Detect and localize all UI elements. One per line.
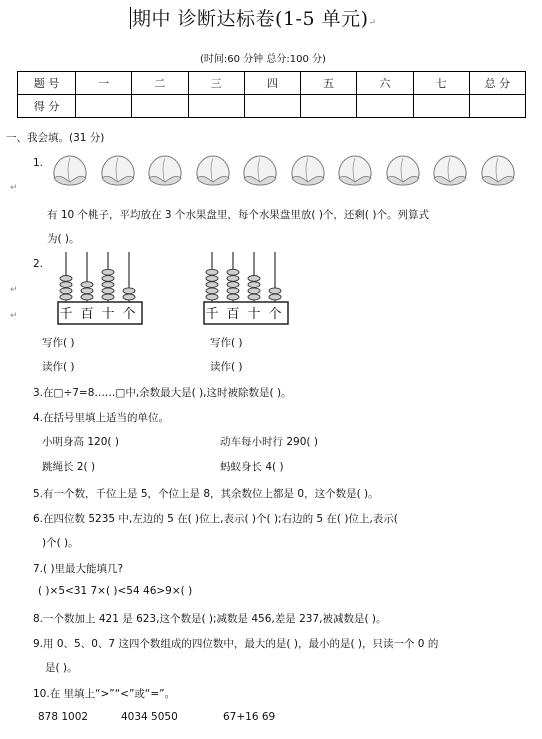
abacus-bead bbox=[269, 288, 281, 294]
table-cell: 六 bbox=[357, 72, 413, 95]
q3: 3.在□÷7=8……□中,余数最大是( ),这时被除数是( )。 bbox=[33, 387, 292, 399]
paragraph-mark: ↵ bbox=[10, 285, 18, 295]
table-header-row bbox=[18, 72, 526, 95]
abacus-place-label: 个 bbox=[122, 307, 136, 322]
q1-line1: 有 10 个桃子，平均放在 3 个水果盘里，每个水果盘里放( )个，还剩( )个。列算式 bbox=[47, 209, 429, 221]
abacus-bead bbox=[102, 288, 114, 294]
abacus-bead bbox=[60, 276, 72, 282]
q4-b: 动车每小时行 290( ) bbox=[220, 436, 318, 448]
section-heading: 一、我会填。(31 分) bbox=[6, 132, 105, 144]
peach-icon bbox=[193, 152, 233, 190]
abacus-place-label: 千 bbox=[59, 307, 73, 322]
q1-line2: 为( )。 bbox=[47, 233, 80, 245]
abacus-bead bbox=[227, 269, 239, 275]
exam-subtitle: (时间:60 分钟 总分:100 分) bbox=[200, 54, 326, 65]
paragraph-mark: ↵ bbox=[10, 183, 18, 193]
abacus-bead bbox=[227, 276, 239, 282]
peach-icon bbox=[145, 152, 185, 190]
abacus-bead bbox=[81, 282, 93, 288]
abacus-bead bbox=[60, 294, 72, 300]
q1-number: 1. bbox=[33, 157, 44, 169]
abacus-bead bbox=[248, 282, 260, 288]
abacus-bead bbox=[60, 288, 72, 294]
peach-icon bbox=[335, 152, 375, 190]
peach-icon bbox=[98, 152, 138, 190]
abacus-place-label: 千 bbox=[205, 307, 219, 322]
q10-item: 4034 5050 bbox=[121, 711, 178, 723]
q5: 5.有一个数，千位上是 5，个位上是 8，其余数位上都是 0，这个数是( )。 bbox=[33, 488, 379, 500]
q9-line2: 是( )。 bbox=[45, 662, 78, 674]
abacus-bead bbox=[248, 276, 260, 282]
abacus-place-label: 十 bbox=[247, 307, 261, 322]
score-input-cell[interactable] bbox=[132, 95, 188, 118]
abacus-place-label: 十 bbox=[101, 307, 115, 322]
q6-line1: 6.在四位数 5235 中,左边的 5 在( )位上,表示( )个( );右边的 5 在( )位上,表示( bbox=[33, 513, 398, 525]
abacus-bead bbox=[227, 288, 239, 294]
abacus-bead bbox=[206, 294, 218, 300]
abacus-bead bbox=[269, 294, 281, 300]
table-cell: 二 bbox=[132, 72, 188, 95]
table-cell: 七 bbox=[413, 72, 469, 95]
abacus-bead bbox=[227, 294, 239, 300]
abacus-bead bbox=[206, 288, 218, 294]
score-input-cell[interactable] bbox=[301, 95, 357, 118]
table-cell: 题 号 bbox=[18, 72, 76, 95]
abacus-place-label: 百 bbox=[226, 307, 240, 322]
peach-icon bbox=[430, 152, 470, 190]
table-cell: 四 bbox=[244, 72, 300, 95]
peach-icon bbox=[240, 152, 280, 190]
q7-text: 7.( )里最大能填几? bbox=[33, 563, 124, 575]
abacus-bead bbox=[102, 269, 114, 275]
q10-item: 878 1002 bbox=[38, 711, 89, 723]
table-score-row bbox=[18, 95, 526, 118]
abacus-bead bbox=[248, 288, 260, 294]
abacus-1 bbox=[56, 250, 144, 326]
score-input-cell[interactable] bbox=[469, 95, 525, 118]
q2-read-2: 读作( ) bbox=[210, 361, 243, 373]
abacus-bead bbox=[227, 282, 239, 288]
q9-line1: 9.用 0、5、0、7 这四个数组成的四位数中，最大的是( )，最小的是( )，只读一个 0 的 bbox=[33, 638, 439, 650]
table-cell: 五 bbox=[301, 72, 357, 95]
abacus-bead bbox=[81, 294, 93, 300]
q4-c: 跳绳长 2( ) bbox=[42, 461, 96, 473]
abacus-bead bbox=[102, 282, 114, 288]
table-cell: 一 bbox=[76, 72, 132, 95]
title-text: 期中 诊断达标卷(1-5 单元) bbox=[132, 8, 369, 30]
score-input-cell[interactable] bbox=[76, 95, 132, 118]
q7-items: ( )×5<31 7×( )<54 46>9×( ) bbox=[38, 585, 193, 597]
q4-d: 蚂蚁身长 4( ) bbox=[220, 461, 284, 473]
q4-a: 小明身高 120( ) bbox=[42, 436, 119, 448]
score-table bbox=[17, 71, 526, 118]
abacus-place-label: 百 bbox=[80, 307, 94, 322]
q8: 8.一个数加上 421 是 623,这个数是( );减数是 456,差是 237,被减数是( )。 bbox=[33, 613, 387, 625]
q6-line2: )个( )。 bbox=[42, 537, 79, 549]
abacus-bead bbox=[81, 288, 93, 294]
score-input-cell[interactable] bbox=[357, 95, 413, 118]
peach-icon bbox=[50, 152, 90, 190]
score-input-cell[interactable] bbox=[413, 95, 469, 118]
q2-read-1: 读作( ) bbox=[42, 361, 75, 373]
abacus-bead bbox=[206, 282, 218, 288]
abacus-bead bbox=[102, 276, 114, 282]
abacus-bead bbox=[206, 269, 218, 275]
abacus-bead bbox=[123, 288, 135, 294]
abacus-bead bbox=[206, 276, 218, 282]
abacus-bead bbox=[102, 294, 114, 300]
table-cell: 三 bbox=[188, 72, 244, 95]
abacus-bead bbox=[248, 294, 260, 300]
abacus-bead bbox=[123, 294, 135, 300]
abacus-2 bbox=[202, 250, 290, 326]
table-cell: 得 分 bbox=[18, 95, 76, 118]
q4-text: 4.在括号里填上适当的单位。 bbox=[33, 412, 170, 424]
peach-icon bbox=[383, 152, 423, 190]
paragraph-mark: ↵ bbox=[10, 311, 18, 321]
q2-number: 2. bbox=[33, 258, 44, 270]
q10-text: 10.在 里填上“>”“<”或“=”。 bbox=[33, 688, 176, 700]
score-input-cell[interactable] bbox=[188, 95, 244, 118]
page-title: 期中 诊断达标卷(1-5 单元)↵ bbox=[132, 8, 377, 30]
q2-write-2: 写作( ) bbox=[210, 337, 243, 349]
peach-icon bbox=[478, 152, 518, 190]
abacus-place-label: 个 bbox=[268, 307, 282, 322]
q10-item: 67+16 69 bbox=[223, 711, 276, 723]
text-cursor bbox=[130, 7, 131, 29]
q2-write-1: 写作( ) bbox=[42, 337, 75, 349]
abacus-bead bbox=[60, 282, 72, 288]
table-cell: 总 分 bbox=[469, 72, 525, 95]
score-input-cell[interactable] bbox=[244, 95, 300, 118]
peach-icon bbox=[288, 152, 328, 190]
